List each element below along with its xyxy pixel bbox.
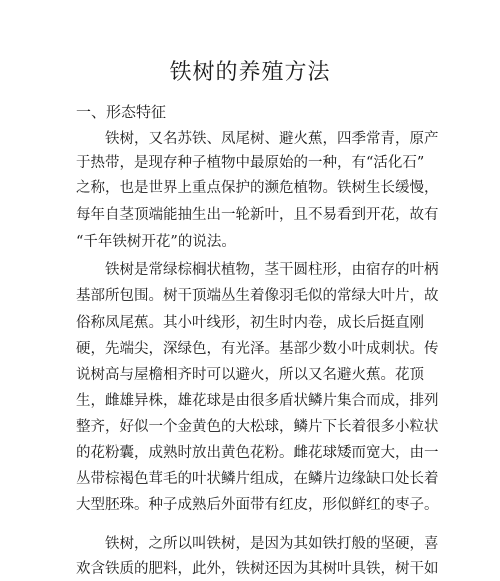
body-text-line: 铁树是常绿棕榈状植物，茎干圆柱形，由宿存的叶柄 [76, 262, 439, 278]
body-text-line: 整齐，好似一个金黄色的大松球，鳞片下长着很多小粒状 [76, 419, 439, 435]
body-text-line: 大型胚珠。种子成熟后外面带有红皮，形似鲜红的枣子。 [76, 497, 439, 513]
body-text-line: 生，雌雄异株，雄花球是由很多盾状鳞片集合而成，排列 [76, 393, 439, 409]
body-text-line: “千年铁树开花”的说法。 [76, 234, 236, 250]
body-text-line: 俗称凤尾蕉。其小叶线形，初生时内卷，成长后挺直刚 [76, 315, 424, 331]
body-text-line: 铁树，又名苏铁、凤尾树、避火蕉，四季常青，原产 [76, 131, 439, 147]
body-text-line: 说树高与屋檐相齐时可以避火，所以又名避火蕉。花顶 [76, 367, 424, 383]
document-title: 铁树的养殖方法 [169, 60, 331, 85]
body-text-line: 铁树，之所以叫铁树，是因为其如铁打般的坚硬，喜 [76, 536, 439, 552]
section-heading: 一、形态特征 [76, 103, 167, 121]
body-text-line: 之称，也是世界上重点保护的濒危植物。铁树生长缓慢， [76, 180, 439, 196]
body-text-line: 丛带棕褐色茸毛的叶状鳞片组成，在鳞片边缘缺口处长着 [76, 471, 439, 487]
body-text-line: 基部所包围。树干顶端丛生着像羽毛似的常绿大叶片，故 [76, 288, 439, 304]
body-text-line: 的花粉囊，成熟时放出黄色花粉。雌花球矮而宽大，由一 [76, 445, 439, 461]
body-text-line: 于热带，是现存种子植物中最原始的一种，有“活化石” [76, 155, 425, 171]
body-text-line: 每年自茎顶端能抽生出一轮新叶，且不易看到开花，故有 [76, 207, 439, 223]
body-text-line: 硬，先端尖，深绿色，有光泽。基部少数小叶成刺状。传 [76, 341, 439, 357]
body-text-line: 欢含铁质的肥料，此外，铁树还因为其树叶具铁，树干如 [76, 561, 439, 577]
